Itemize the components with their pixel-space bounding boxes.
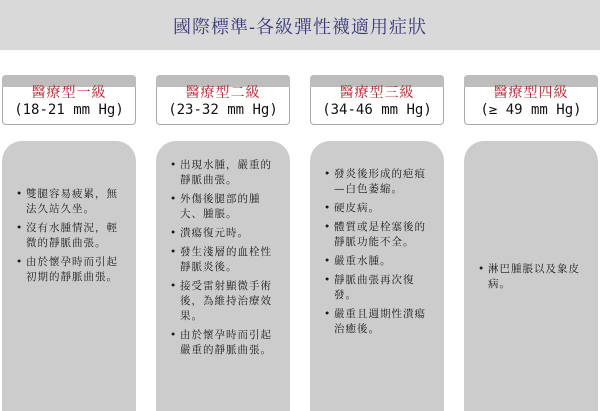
pressure-range: (≥ 49 mm Hg) [480, 102, 582, 118]
symptom-list [16, 187, 126, 289]
list-item: • 接受雷射顯微手術後，為維持治療效果。 [170, 279, 280, 324]
list-item: • 靜脈曲張再次復發。 [324, 273, 434, 303]
pressure-range: (23-32 mm Hg) [168, 102, 278, 118]
list-item: • 發生淺層的血栓性靜脈炎後。 [170, 245, 280, 275]
level-name: 醫療型二級 [185, 85, 261, 101]
list-item: • 嚴重且週期性潰瘍治癒後。 [324, 307, 434, 337]
level-name: 醫療型四級 [493, 85, 569, 101]
level-2-header [156, 75, 290, 125]
list-item: • 淋巴腫脹以及象皮病。 [478, 262, 588, 292]
list-item: • 由於懷孕時而引起嚴重的靜脈曲張。 [170, 328, 280, 358]
symptom-list [324, 167, 434, 341]
list-item: • 沒有水腫情況，輕微的靜脈曲張。 [16, 221, 126, 251]
list-item: • 雙腿容易疲累，無法久站久坐。 [16, 187, 126, 217]
symptom-list [170, 158, 280, 362]
pressure-range: (34-46 mm Hg) [322, 102, 432, 118]
list-item: • 外傷後腿部的腫大、腫脹。 [170, 192, 280, 222]
level-1-header [2, 75, 136, 125]
list-item: • 硬皮病。 [324, 201, 434, 216]
level-1-card [2, 141, 136, 411]
list-item: • 發炎後形成的疤痕—白色萎縮。 [324, 167, 434, 197]
level-3-header [310, 75, 444, 125]
list-item: • 出現水腫，嚴重的靜脈曲張。 [170, 158, 280, 188]
list-item: • 由於懷孕時而引起初期的靜脈曲張。 [16, 255, 126, 285]
list-item: • 體質或是栓塞後的靜脈功能不全。 [324, 220, 434, 250]
page-title: 國際標準-各級彈性襪適用症狀 [172, 17, 428, 38]
symptom-list [478, 262, 588, 296]
title-bar [0, 0, 600, 50]
list-item: • 嚴重水腫。 [324, 254, 434, 269]
level-2-card [156, 141, 290, 411]
level-name: 醫療型一級 [31, 85, 107, 101]
level-4-card [464, 141, 598, 411]
level-name: 醫療型三級 [339, 85, 415, 101]
level-4-header [464, 75, 598, 125]
level-3-card [310, 141, 444, 411]
list-item: • 潰瘍復元時。 [170, 226, 280, 241]
pressure-range: (18-21 mm Hg) [14, 102, 124, 118]
